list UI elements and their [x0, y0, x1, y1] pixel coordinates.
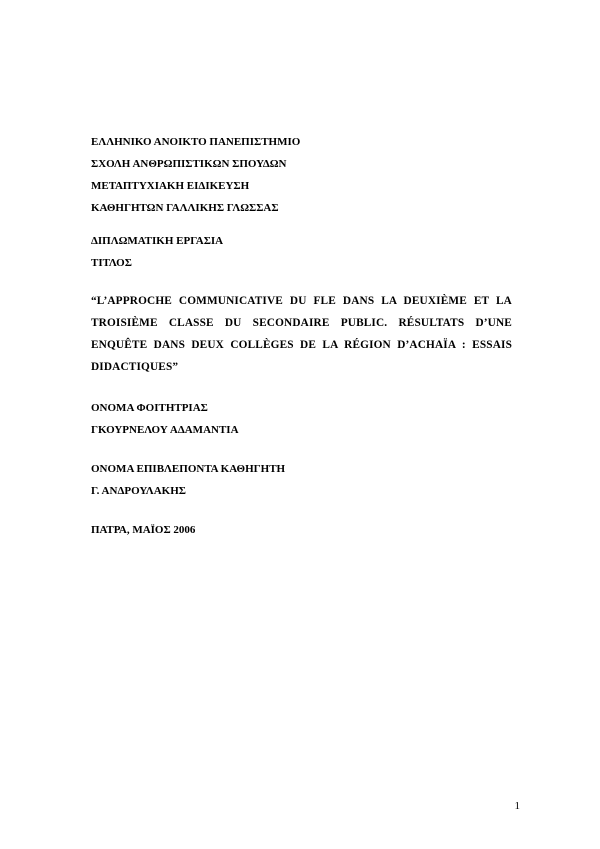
student-info: [91, 397, 521, 441]
supervisor-label: ΟΝΟΜΑ ΕΠΙΒΛΕΠΟΝΤΑ ΚΑΘΗΓΗΤΗ: [91, 463, 286, 475]
specialization-subject: ΚΑΘΗΓΗΤΩΝ ΓΑΛΛΙΚΗΣ ΓΛΩΣΣΑΣ: [91, 202, 279, 214]
university-header: [91, 131, 521, 219]
thesis-labels: [91, 230, 521, 274]
school-name: ΣΧΟΛΗ ΑΝΘΡΩΠΙΣΤΙΚΩΝ ΣΠΟΥΔΩΝ: [91, 158, 287, 170]
supervisor-info: [91, 458, 521, 502]
university-name: ΕΛΛΗΝΙΚΟ ΑΝΟΙΚΤΟ ΠΑΝΕΠΙΣΤΗΜΙΟ: [91, 136, 301, 148]
supervisor-name: Γ. ΑΝΔΡΟΥΛΑΚΗΣ: [91, 485, 186, 497]
thesis-title: “L’APPROCHE COMMUNICATIVE DU FLE DANS LA DEUXIÈME ET LA TROISIÈME CLASSE DU SECONDAIRE PUBLIC. RÉSULTATS D’UNE ENQUÊTE DANS DEUX COLLÈGES DE LA RÉGION D’ACHAÏA : ESSAIS DIDACTIQUES”: [91, 295, 512, 373]
specialization-name: ΜΕΤΑΠΤΥΧΙΑΚΗ ΕΙΔΙΚΕΥΣΗ: [91, 180, 250, 192]
title-label: ΤΙΤΛΟΣ: [91, 257, 132, 269]
place-date-text: ΠΑΤΡΑ, ΜΑΪΟΣ 2006: [91, 524, 196, 536]
thesis-type: ΔΙΠΛΩΜΑΤΙΚΗ ΕΡΓΑΣΙΑ: [91, 235, 224, 247]
place-date: [91, 519, 521, 541]
student-label: ΟΝΟΜΑ ΦΟΙΤΗΤΡΙΑΣ: [91, 402, 208, 414]
page-number: 1: [514, 800, 520, 812]
student-name: ΓΚΟΥΡΝΕΛΟΥ ΑΔΑΜΑΝΤΙΑ: [91, 424, 239, 436]
